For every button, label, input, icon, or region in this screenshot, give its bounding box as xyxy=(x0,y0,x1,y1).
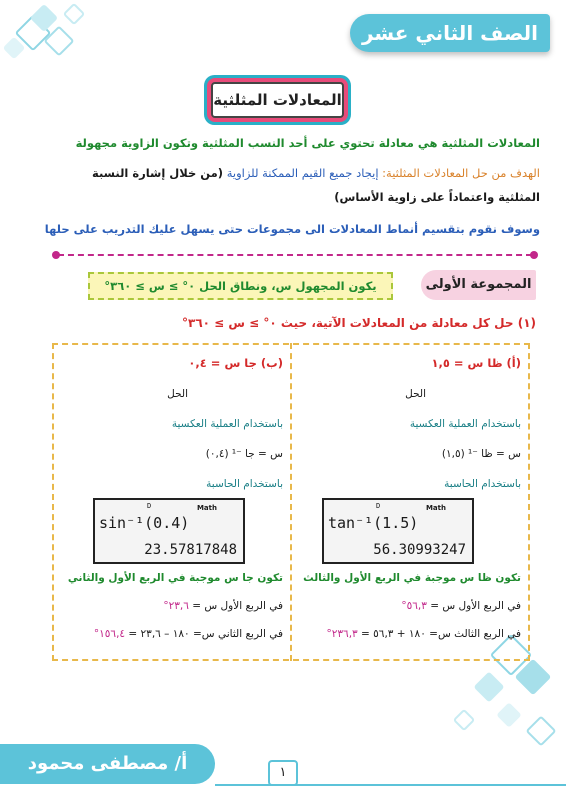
solution-domain: يكون المجهول س، ونطاق الحل ٠° ≥ س ≥ ٣٦٠° xyxy=(88,272,393,300)
problem-b-header: (ب) جا س = ٠,٤ xyxy=(188,356,283,370)
decorative-square xyxy=(496,702,521,727)
problem-a-calculator-label: باستخدام الحاسبة xyxy=(444,478,521,490)
problem-b-inverse-label: باستخدام العملية العكسية xyxy=(171,418,283,430)
page-title: المعادلات المثلثية xyxy=(211,82,344,118)
goal-label: الهدف من حل المعادلات المثلثية: xyxy=(382,166,540,180)
calc-result: 56.30993247 xyxy=(373,542,466,558)
decorative-square xyxy=(453,709,476,732)
calc-expression: sin⁻¹(0.4) xyxy=(99,514,190,532)
plan-text: وسوف نقوم بتقسيم أنماط المعادلات الى مجموعات حتى يسهل عليك التدريب على حلها xyxy=(44,222,540,236)
problem-b-quadrant1-value: ٢٣,٦° xyxy=(163,600,189,612)
decorative-square xyxy=(525,715,556,746)
calc-mode: Math xyxy=(196,504,217,512)
problem-a-solution-label: الحل xyxy=(405,388,426,400)
calc-mode: Math xyxy=(425,504,446,512)
calculator-display-a xyxy=(322,498,474,564)
decorative-square xyxy=(63,3,86,26)
problem-b-calculator-label: باستخدام الحاسبة xyxy=(206,478,283,490)
decorative-square xyxy=(473,671,504,702)
problem-b-quadrant2-label: في الربع الثاني س= ١٨٠ – ٢٣,٦ = xyxy=(128,628,283,640)
calculator-display-b xyxy=(93,498,245,564)
calc-result: 23.57817848 xyxy=(144,542,237,558)
goal-text xyxy=(40,162,540,184)
section-divider xyxy=(58,254,532,256)
problem-b-quadrant2-value: ١٥٦,٤° xyxy=(93,628,126,640)
question-heading: (١) حل كل معادلة من المعادلات الآتية، حيث ٠° ≥ س ≥ ٣٦٠° xyxy=(182,316,536,330)
author-banner: أ/ مصطفى محمود xyxy=(0,744,215,784)
definition-text: المعادلات المثلثية هي معادلة تحتوي على أحد النسب المثلثية وتكون الزاوية مجهولة xyxy=(75,136,540,150)
problem-a-inverse-formula: س = ظا ⁻¹ (١,٥) xyxy=(441,448,521,460)
problem-a-quadrant2-label: في الربع الثالث س= ١٨٠ + ٥٦,٣ = xyxy=(361,628,521,640)
goal-line2: المثلثية واعتماداً على زاوية الأساس) xyxy=(334,190,540,204)
goal-part2: (من خلال إشارة النسبة xyxy=(92,166,224,180)
problem-b-sign-note: تكون جا س موجبة في الربع الأول والثاني xyxy=(67,572,283,584)
problem-b-inverse-formula: س = جا ⁻¹ (٠,٤) xyxy=(205,448,283,460)
problem-a-inverse-label: باستخدام العملية العكسية xyxy=(409,418,521,430)
problem-a-quadrant1 xyxy=(401,600,521,612)
calc-degree-flag: D xyxy=(376,502,381,510)
problem-a-sign-note: تكون ظا س موجبة في الربع الأول والثالث xyxy=(303,572,521,584)
problem-b-quadrant2 xyxy=(94,628,283,640)
calc-degree-flag: D xyxy=(147,502,152,510)
problem-a-quadrant2-value: ٢٣٦,٣° xyxy=(326,628,358,640)
page-number: ١ xyxy=(268,760,298,786)
grade-banner: الصف الثاني عشر xyxy=(350,14,550,52)
goal-part1: إيجاد جميع القيم الممكنة للزاوية xyxy=(226,166,379,180)
title-badge xyxy=(205,76,350,124)
problem-a-quadrant1-value: ٥٦,٣° xyxy=(401,600,427,612)
calc-expression: tan⁻¹(1.5) xyxy=(328,514,419,532)
problem-a-quadrant1-label: في الربع الأول س = xyxy=(430,600,521,612)
problem-a-header: (أ) ظا س = ١,٥ xyxy=(431,356,521,370)
problem-b-solution-label: الحل xyxy=(167,388,188,400)
problem-a-quadrant2 xyxy=(327,628,521,640)
group-label: المجموعة الأولى xyxy=(421,270,536,300)
footer-line xyxy=(215,784,566,786)
problem-b-quadrant1 xyxy=(163,600,283,612)
problems-divider xyxy=(290,343,292,661)
problem-b-quadrant1-label: في الربع الأول س = xyxy=(192,600,283,612)
